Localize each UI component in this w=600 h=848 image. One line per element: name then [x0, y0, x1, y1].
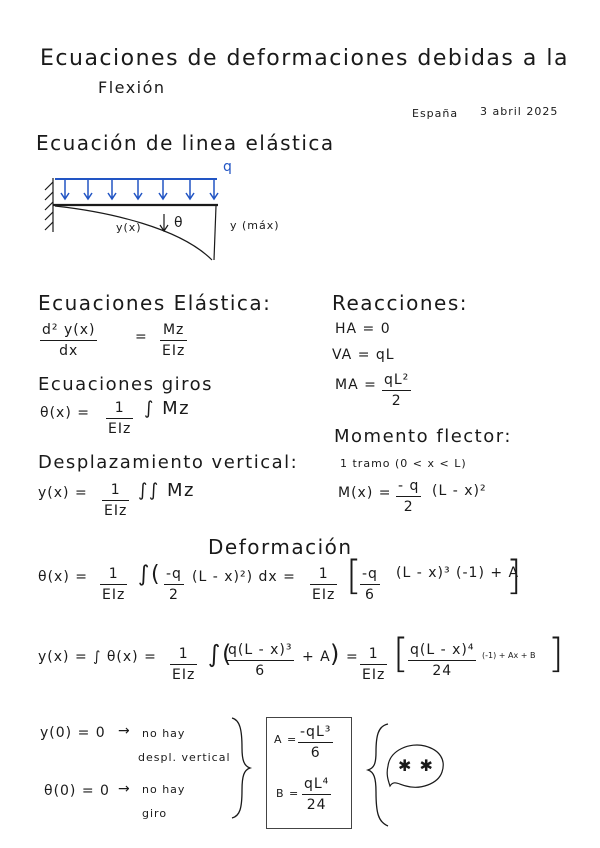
- moment-lhs: M(x) =: [338, 485, 392, 501]
- fraction-bar: [298, 742, 333, 743]
- load-label: q: [223, 159, 234, 175]
- deformation-eq1-f2-den: 2: [169, 587, 179, 603]
- moment-frac-den: 2: [403, 499, 414, 515]
- vertical-frac-num: 1: [110, 482, 121, 498]
- result-a-num: -qL³: [300, 724, 332, 740]
- deformation-eq2-lhs: y(x) = ∫ θ(x) =: [38, 649, 157, 665]
- deformation-eq2-int: ∫(: [208, 640, 233, 668]
- reaction-ma-lhs: MA =: [335, 377, 377, 393]
- reactions-heading: Reacciones:: [332, 291, 468, 315]
- elastic-eq-rhs-num: Mz: [162, 322, 185, 338]
- condition-y0: y(0) = 0: [40, 725, 106, 741]
- deformation-eq1-f3-num: 1: [318, 566, 329, 582]
- deformation-eq1-f1-den: EIz: [102, 587, 126, 603]
- deformation-eq2-f3-den: EIz: [362, 667, 386, 683]
- elastic-eq-lhs-den: dx: [59, 343, 79, 359]
- condition-y0-text1: no hay: [142, 727, 186, 740]
- moment-rest: (L - x)²: [432, 483, 487, 499]
- deformation-eq2-f2-den: 6: [255, 663, 266, 679]
- deformation-eq2-bracket-close: ]: [548, 631, 566, 677]
- deformation-eq2-bracket-open: [: [393, 631, 411, 677]
- result-a-den: 6: [310, 745, 321, 761]
- deformation-eq2-paren-close: ): [330, 640, 341, 668]
- vertical-frac-den: EIz: [104, 503, 128, 519]
- deformation-eq1-f2-num: -q: [166, 566, 182, 582]
- result-b-frac: [302, 776, 331, 813]
- deformation-eq2-f4-den: 24: [432, 663, 453, 679]
- reaction-ma-den: 2: [391, 393, 402, 409]
- deformation-eq2-f2-num: q(L - x)³: [228, 642, 293, 658]
- condition-theta0-text1: no hay: [142, 783, 186, 796]
- result-b-den: 24: [306, 797, 327, 813]
- deformation-eq1-int-body: (L - x)²) dx =: [192, 569, 296, 585]
- rotations-integral: ∫ Mz: [144, 398, 191, 419]
- max-deflection-label: y (máx): [230, 219, 280, 232]
- moment-heading: Momento flector:: [334, 426, 512, 447]
- deformation-eq1-bracket-close: ]: [506, 553, 524, 599]
- date: 3 abril 2025: [480, 105, 559, 118]
- elastic-eq-heading: Ecuaciones Elástica:: [38, 291, 272, 315]
- fraction-bar: [302, 794, 331, 795]
- reaction-va: VA = qL: [332, 347, 395, 363]
- deformation-eq1-f4-den: 6: [365, 587, 375, 603]
- elastic-eq-rhs-den: EIz: [162, 343, 186, 359]
- doodle-brace: [368, 724, 388, 826]
- vertical-integral: ∫∫ Mz: [138, 480, 195, 501]
- rotations-frac-num: 1: [114, 400, 125, 416]
- page-title: Ecuaciones de deformaciones debidas a la: [40, 46, 569, 71]
- deformation-eq2-f3-num: 1: [368, 646, 379, 662]
- deformation-eq1-f1-num: 1: [108, 566, 119, 582]
- page-title-line2: Flexión: [98, 78, 166, 97]
- moment-frac-num: - q: [398, 478, 420, 494]
- rotations-frac-den: EIz: [108, 421, 132, 437]
- elastic-eq-equals: =: [135, 329, 148, 345]
- deformation-eq2-f1-den: EIz: [172, 667, 196, 683]
- deformation-eq2-plus-a: + A: [302, 649, 331, 665]
- deflection-label: y(x): [116, 221, 142, 234]
- condition-theta0-text2: giro: [142, 807, 168, 820]
- deformation-eq1-lhs: θ(x) =: [38, 569, 88, 585]
- deformation-eq1-tail: (L - x)³ (-1) + A: [396, 565, 520, 581]
- result-a-lhs: A =: [274, 733, 298, 746]
- deformation-eq2-equals: =: [346, 649, 359, 665]
- moment-range: 1 tramo (0 < x < L): [340, 457, 467, 470]
- deformation-eq2-f1-num: 1: [178, 646, 189, 662]
- angle-label: θ: [174, 215, 185, 231]
- deformation-eq1-f3-den: EIz: [312, 587, 336, 603]
- author: España: [412, 107, 459, 120]
- condition-theta0: θ(0) = 0: [44, 783, 110, 799]
- elastic-eq-lhs-num: d² y(x): [42, 322, 96, 338]
- vertical-lhs: y(x) =: [38, 485, 88, 501]
- deformation-heading: Deformación: [208, 535, 353, 559]
- vertical-heading: Desplazamiento vertical:: [38, 452, 299, 473]
- section-heading-elastic-line: Ecuación de linea elástica: [36, 131, 335, 155]
- result-b-num: qL⁴: [304, 776, 330, 792]
- reaction-ha: HA = 0: [335, 321, 391, 337]
- deformation-eq2-tail: (-1) + Ax + B: [482, 651, 536, 660]
- condition-y0-arrow: →: [118, 723, 131, 739]
- condition-y0-text2: despl. vertical: [138, 751, 231, 764]
- rotations-heading: Ecuaciones giros: [38, 374, 214, 395]
- result-b-lhs: B =: [276, 787, 300, 800]
- reaction-ma-num: qL²: [384, 372, 410, 388]
- deformation-eq1-f4-num: -q: [362, 566, 378, 582]
- rotations-lhs: θ(x) =: [40, 405, 90, 421]
- deformation-eq2-f4-num: q(L - x)⁴: [410, 642, 475, 658]
- deformation-eq1-int-open: ∫(: [138, 562, 162, 587]
- doodle-stars: ✱ ✱: [398, 756, 435, 775]
- result-a-frac: [298, 724, 333, 761]
- condition-theta0-arrow: →: [118, 781, 131, 797]
- deformation-eq1-bracket-open: [: [346, 553, 364, 599]
